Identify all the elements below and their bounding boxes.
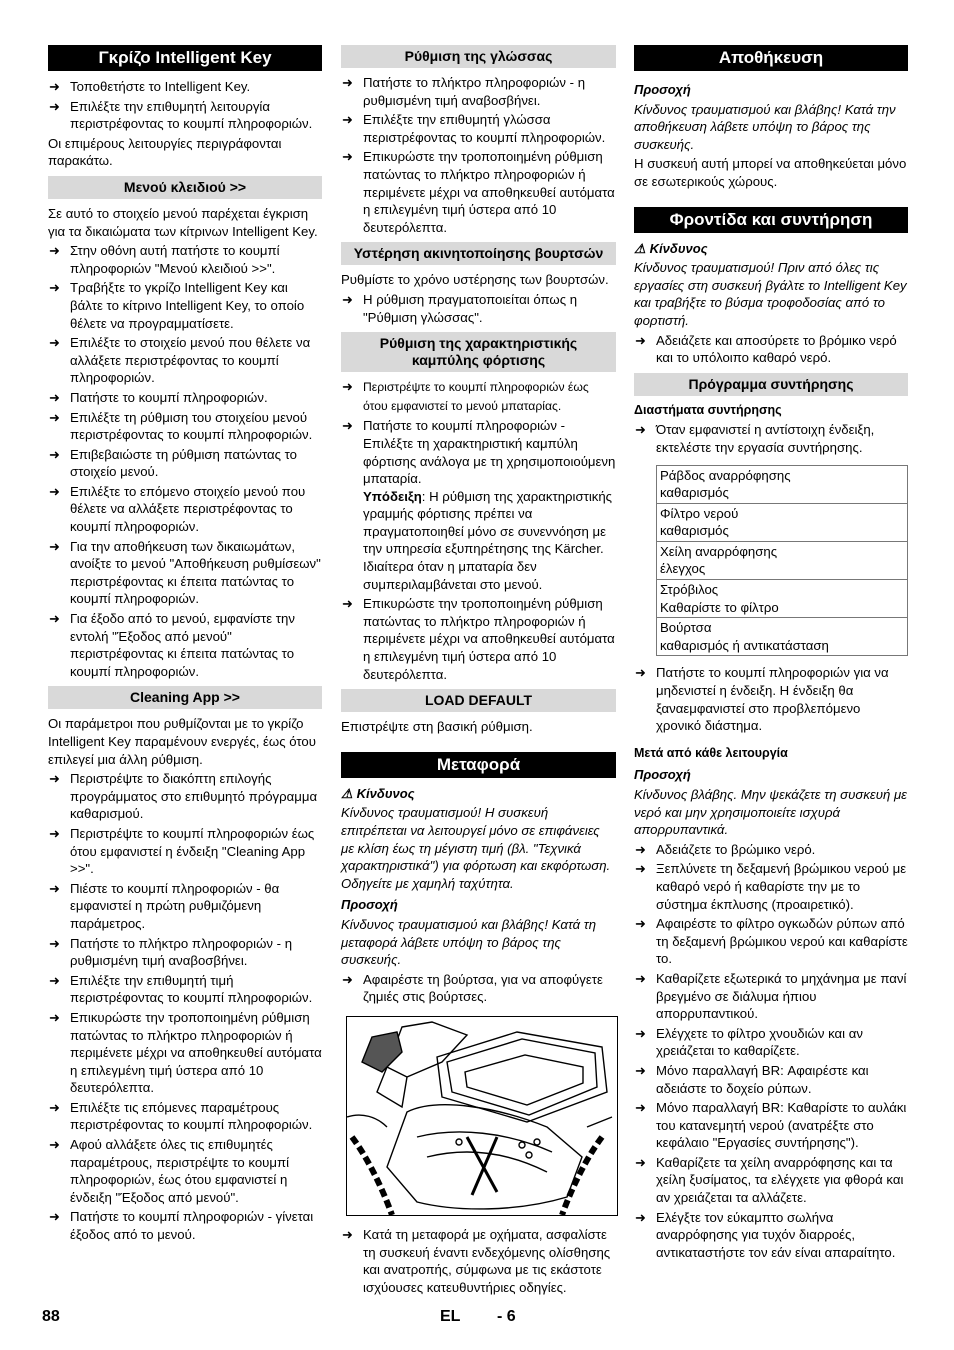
heading-grey-key: Γκρίζο Intelligent Key [48,45,322,71]
list-item: ➜ Επικυρώστε την τροποποιημένη ρύθμιση πατώντας το πλήκτρο πληροφοριών ή περιμένετε μέχρι να αποθηκευθεί αυτόματα η επιλεγμένη τιμή ύστερα από 10 δευτερόλεπτα. [49,1009,322,1096]
page-number: 88 [42,1308,60,1325]
column-2 [341,45,616,1298]
arrow-icon: ➜ [635,1025,646,1041]
heading-transport: Μεταφορά [341,752,616,778]
table-cell: Βούρτσα καθαρισμός ή αντικατάσταση [657,618,908,656]
list-after-use [634,841,908,1262]
list-item: ➜ Μόνο παραλλαγή BR: Αφαιρέστε και αδειάστε το δοχείο ρύπων. [635,1062,869,1096]
list-item: ➜ Πατήστε το κουμπί πληροφοριών για να μηδενιστεί η ένδειξη. Η ένδειξη θα ξαναεμφανιστεί στο προβλεπόμενο χρονικό διάστημα. [635,665,889,734]
arrow-icon: ➜ [342,75,353,90]
list-item: ➜ Αδειάζετε και αποσύρετε το βρόμικο νερό και το υπόλοιπο καθαρό νερό. [635,332,897,366]
arrow-icon: ➜ [635,1062,646,1078]
arrow-icon: ➜ [49,1137,60,1153]
column-1 [48,45,322,1246]
subheading-intervals: Διαστήματα συντήρησης [634,402,782,417]
para-functions: Οι επιμέρους λειτουργίες περιγράφονται παρακάτω. [48,135,282,169]
list-item: ➜ Τραβήξτε το γκρίζο Intelligent Key και βάλτε το κίτρινο Intelligent Key, το οποίο θέλετε να προγραμματίσετε. [49,280,305,331]
list-item: ➜ Αδειάζετε το βρώμικο νερό. [635,841,816,857]
danger-text: Κίνδυνος τραυματισμού! Η συσκευή επιτρέπεται να λειτουργεί μόνο σε επιφάνειες με κλίση έως τη μέγιστη τιμή (βλ. "Τεχνικά χαρακτηριστικά") για φόρτωση και εκφόρτωση. Οδηγείτε με χαμηλή ταχύτητα. [341,805,611,891]
column-3 [634,45,908,1263]
arrow-icon: ➜ [49,335,60,351]
arrow-icon: ➜ [49,243,60,259]
danger-label: Κίνδυνος [356,785,415,801]
list-item: ➜ Επιλέξτε την επιθυμητή γλώσσα περιστρέφοντας το κουμπί πληροφοριών. [342,112,606,145]
list-maintenance-3 [634,664,908,734]
arrow-icon: ➜ [49,389,60,405]
arrow-icon: ➜ [635,332,646,348]
caution-label-2: Προσοχή [634,767,691,783]
arrow-icon: ➜ [342,291,353,307]
list-item: ➜ Πατήστε το πλήκτρο πληροφοριών - η ρυθμισμένη τιμή αναβοσβήνει. [342,75,586,108]
arrow-icon: ➜ [49,1009,60,1025]
language-code: EL [440,1308,461,1325]
danger-text: Κίνδυνος τραυματισμού! Πριν από όλες τις εργασίες στη συσκευή βγάλτε το Intelligent Key και τραβήξτε το βύσμα τροφοδοσίας από το φορτιστή. [634,260,907,328]
arrow-icon: ➜ [342,1226,353,1242]
list-item: ➜ Επικυρώστε την τροποποιημένη ρύθμιση πατώντας το πλήκτρο πληροφοριών ή περιμένετε μέχρι να αποθηκευθεί αυτόματα η επιλεγμένη τιμή ύστερα από 10 δευτερόλεπτα. [342,149,615,235]
arrow-icon: ➜ [49,825,60,841]
heading-storage: Αποθήκευση [634,45,908,71]
table-cell: Χείλη αναρρόφησης έλεγχος [657,541,908,579]
list-maintenance-2 [634,421,908,456]
list-item: ➜ Για την αποθήκευση των δικαιωμάτων, ανοίξτε το μενού "Αποθήκευση ρυθμίσεων" περιστρέφοντας κι έπειτα πατώντας το κουμπί πληροφοριών. [49,538,321,607]
list-cleaning-app [48,770,322,1243]
list-item: ➜ Επικυρώστε την τροποποιημένη ρύθμιση πατώντας το πλήκτρο πληροφοριών ή περιμένετε μέχρι να αποθηκευθεί αυτόματα η επιλεγμένη τιμή ύστερα από 10 δευτερόλεπτα. [342,596,615,682]
scrubber-drawing-icon [347,1017,617,1215]
list-item: ➜ Μόνο παραλλαγή BR: Καθαρίστε το αυλάκι του κατανεμητή νερού (ανατρέξτε στο κεφάλαιο "Εργασίες συντήρησης"). [635,1100,907,1151]
table-row [657,503,908,541]
arrow-icon: ➜ [342,596,353,612]
arrow-icon: ➜ [49,972,60,988]
arrow-icon: ➜ [49,880,60,896]
arrow-icon: ➜ [49,935,60,951]
arrow-icon: ➜ [635,1100,646,1116]
list-item: ➜ Καθαρίζετε εξωτερικά το μηχάνημα με πανί βρεγμένο σε διάλυμα ήπιου απορρυπαντικού. [635,970,907,1022]
hint-label: Υπόδειξη [363,488,422,504]
list-item: ➜ Επιβεβαιώστε τη ρύθμιση πατώντας το στοιχείο μενού. [49,446,298,480]
arrow-icon: ➜ [49,79,60,94]
heading-care-maintenance: Φροντίδα και συντήρηση [634,207,908,233]
arrow-icon: ➜ [49,1209,60,1225]
list-item: ➜ Ελέγχετε το φίλτρο χνουδιών και αν χρειάζεται το καθαρίζετε. [635,1025,863,1059]
arrow-icon: ➜ [635,665,646,681]
table-row [657,541,908,579]
arrow-icon: ➜ [635,1209,646,1225]
table-cell: Στρόβιλος Καθαρίστε το φίλτρο [657,580,908,618]
subheading-cleaning-app: Cleaning App >> [48,686,322,709]
list-transport-2 [341,1226,616,1296]
caution-label: Προσοχή [634,82,691,97]
warning-triangle-icon: ⚠ [634,240,646,256]
list-maintenance-1 [634,332,908,367]
table-row [657,618,908,656]
list-transport-1 [341,971,616,1006]
para-storage: Η συσκευή αυτή μπορεί να αποθηκεύεται μόνο σε εσωτερικούς χώρους. [634,156,907,189]
para-cleaning-app: Οι παράμετροι που ρυθμίζονται με το γκρίζο Intelligent Key παραμένουν ενεργές, έως ότου επιλεγεί μια άλλη ρύθμιση. [48,716,316,767]
list-item: ➜ Αφαιρέστε το φίλτρο ογκωδών ρύπων από τη δεξαμενή βρώμικου νερού και καθαρίστε το. [635,916,908,967]
subheading-maintenance-program: Πρόγραμμα συντήρησης [634,373,908,396]
list-item: ➜ Περιστρέψτε το διακόπτη επιλογής προγράμματος στο επιθυμητό πρόγραμμα καθαρισμού. [49,771,318,822]
arrow-icon: ➜ [635,1154,646,1170]
arrow-icon: ➜ [635,422,646,438]
arrow-icon: ➜ [342,379,353,395]
list-item: ➜ Περιστρέψτε το κουμπί πληροφοριών έως ότου εμφανιστεί το μενού μπαταρίας. [342,379,589,413]
para-load-default: Επιστρέψτε στη βασική ρύθμιση. [341,719,533,735]
subheading-charge-curve: Ρύθμιση της χαρακτηριστικής καμπύλης φόρτισης [341,332,616,372]
list-item: ➜ Ξεπλύνετε τη δεξαμενή βρώμικου νερού με καθαρό νερό ή καθαρίστε την με το σύστημα έκπλυσης (προαιρετικό). [635,861,907,912]
arrow-icon: ➜ [635,861,646,877]
list-item: ➜ Πιέστε το κουμπί πληροφοριών - θα εμφανιστεί η πρώτη ρυθμιζόμενη παράμετρος. [49,880,280,931]
list-item: ➜ Για έξοδο από το μενού, εμφανίστε την εντολή "Έξοδος από μενού" περιστρέφοντας κι έπειτα πατώντας το κουμπί πληροφοριών. [49,611,295,679]
arrow-icon: ➜ [49,280,60,296]
arrow-icon: ➜ [635,916,646,932]
subheading-brush-delay: Υστέρηση ακινητοποίησης βουρτσών [341,242,616,265]
list-grey-key [48,78,322,133]
arrow-icon: ➜ [49,446,60,462]
arrow-icon: ➜ [49,538,60,554]
list-item: ➜ Η ρύθμιση πραγματοποιείται όπως η "Ρύθμιση γλώσσας". [342,291,578,325]
list-language [341,74,616,236]
arrow-icon: ➜ [342,149,353,165]
list-item: ➜ Πατήστε το πλήκτρο πληροφοριών - η ρυθμισμένη τιμή αναβοσβήνει. [49,935,293,969]
list-item: ➜ Επιλέξτε την επιθυμητή τιμή περιστρέφοντας το κουμπί πληροφοριών. [49,972,313,1006]
list-item: ➜ Πατήστε το κουμπί πληροφοριών - γίνεται έξοδος από το μενού. [49,1209,314,1243]
caution-text: Κίνδυνος τραυματισμού και βλάβης! Κατά τη μεταφορά λάβετε υπόψη το βάρος της συσκευής. [341,916,597,968]
sub-page-number: - 6 [497,1308,516,1325]
table-row [657,465,908,503]
list-item: ➜ Επιλέξτε τις επόμενες παραμέτρους περιστρέφοντας το κουμπί πληροφοριών. [49,1099,313,1133]
caution-text-2: Κίνδυνος βλάβης. Μην ψεκάζετε τη συσκευή με νερό και μην χρησιμοποιείτε ισχυρά απορρυπαντικά. [634,787,907,838]
arrow-icon: ➜ [49,1099,60,1115]
arrow-icon: ➜ [49,611,60,627]
list-item: ➜ Επιλέξτε τη ρύθμιση του στοιχείου μενού περιστρέφοντας το κουμπί πληροφοριών. [49,409,313,443]
subheading-key-menu: Μενού κλειδιού >> [48,176,322,199]
list-item: ➜ Κατά τη μεταφορά με οχήματα, ασφαλίστε τη συσκευή έναντι ενδεχόμενης ολίσθησης και ανατροπής, σύμφωνα με τις εκάστοτε ισχύουσες κατευθυντήριες οδηγίες. [342,1226,611,1295]
hint-text: : Η ρύθμιση της χαρακτηριστικής γραμμής φόρτισης πρέπει να πραγματοποιηθεί μόνο σε συνεννόηση με την υπηρεσία εξυπηρέτησης της Kärcher. Ιδιαίτερα όταν η μπαταρία δεν συμπεριλαμβάνεται στο μενού. [363,488,613,592]
list-item: ➜ Αφαιρέστε τη βούρτσα, για να αποφύγετε ζημιές στις βούρτσες. [342,971,603,1005]
list-item: ➜ Επιλέξτε την επιθυμητή λειτουργία περιστρέφοντας το κουμπί πληροφοριών. [49,98,313,132]
arrow-icon: ➜ [49,98,60,114]
arrow-icon: ➜ [49,771,60,787]
subheading-after-each-use: Μετά από κάθε λειτουργία [634,745,788,760]
arrow-icon: ➜ [635,841,646,857]
arrow-icon: ➜ [49,409,60,425]
para-brush-delay: Ρυθμίστε το χρόνο υστέρησης των βουρτσών. [341,272,609,288]
table-cell: Ράβδος αναρρόφησης καθαρισμός [657,465,908,503]
warning-triangle-icon: ⚠ [341,785,353,801]
list-item: ➜ Ελέγξτε τον εύκαμπτο σωλήνα αναρρόφησης για τυχόν διαρροές, αντικαταστήστε τον εάν είναι απαραίτητο. [635,1209,896,1260]
list-charge-curve [341,378,616,683]
caution-label: Προσοχή [341,897,398,913]
caution-text: Κίνδυνος τραυματισμού και βλάβης! Κατά την αποθήκευση λάβετε υπόψη το βάρος της συσκευής. [634,101,896,152]
arrow-icon: ➜ [635,970,646,986]
arrow-icon: ➜ [342,418,353,434]
list-item: ➜ Καθαρίζετε τα χείλη αναρρόφησης και τα χείλη ξυσίματος, τα ελέγχετε για φθορά και αν χρειάζεται τα αλλάζετε. [635,1154,904,1206]
table-row [657,580,908,618]
list-brush-delay [341,291,616,326]
list-key-menu [48,242,322,680]
list-item: ➜ Τοποθετήστε το Intelligent Key. [49,79,251,94]
list-item: ➜ Αφού αλλάξετε όλες τις επιθυμητές παραμέτρους, περιστρέψτε το κουμπί πληροφοριών, έως ότου εμφανιστεί η ένδειξη "Έξοδος από μενού". [49,1137,289,1205]
list-item: ➜ Πατήστε το κουμπί πληροφοριών. [49,389,268,405]
arrow-icon: ➜ [342,112,353,128]
arrow-icon: ➜ [342,971,353,987]
list-item: ➜ Περιστρέψτε το κουμπί πληροφοριών έως ότου εμφανιστεί η ένδειξη "Cleaning App >>". [49,825,315,877]
list-item: ➜ Πατήστε το κουμπί πληροφοριών - Επιλέξτε τη χαρακτηριστική καμπύλη φόρτισης ανάλογα με τη χρησιμοποιούμενη μπαταρία. Υπόδειξη: Η ρύθμιση της χαρακτηριστικής γραμμής φόρτισης πρέπει να πραγματοποιηθεί μόνο σε συνεννόηση με την υπηρεσία εξυπηρέτησης της Kärcher. Ιδιαίτερα όταν η μπαταρία δεν συμπεριλαμβάνεται στο μενού. [342,418,616,592]
subheading-load-default: LOAD DEFAULT [341,689,616,712]
list-item: ➜ Επιλέξτε το επόμενο στοιχείο μενού που θέλετε να αλλάξετε περιστρέφοντας το κουμπί πληροφοριών. [49,483,306,535]
arrow-icon: ➜ [49,483,60,499]
list-item: ➜ Επιλέξτε το στοιχείο μενού που θέλετε να αλλάξετε περιστρέφοντας το κουμπί πληροφοριών. [49,335,311,386]
para-key-menu: Σε αυτό το στοιχείο μενού παρέχεται έγκριση για τα δικαιώματα των κίτρινων Intelligent Key. [48,205,318,239]
list-item: ➜ Στην οθόνη αυτή πατήστε το κουμπί πληροφοριών "Μενού κλειδιού >>". [49,243,280,276]
subheading-language: Ρύθμιση της γλώσσας [341,45,616,68]
list-item: ➜ Όταν εμφανιστεί η αντίστοιχη ένδειξη, εκτελέστε την εργασία συντήρησης. [635,422,875,455]
table-cell: Φίλτρο νερού καθαρισμός [657,503,908,541]
machine-illustration [346,1016,618,1216]
maintenance-table [656,465,908,657]
danger-label: Κίνδυνος [649,240,708,256]
